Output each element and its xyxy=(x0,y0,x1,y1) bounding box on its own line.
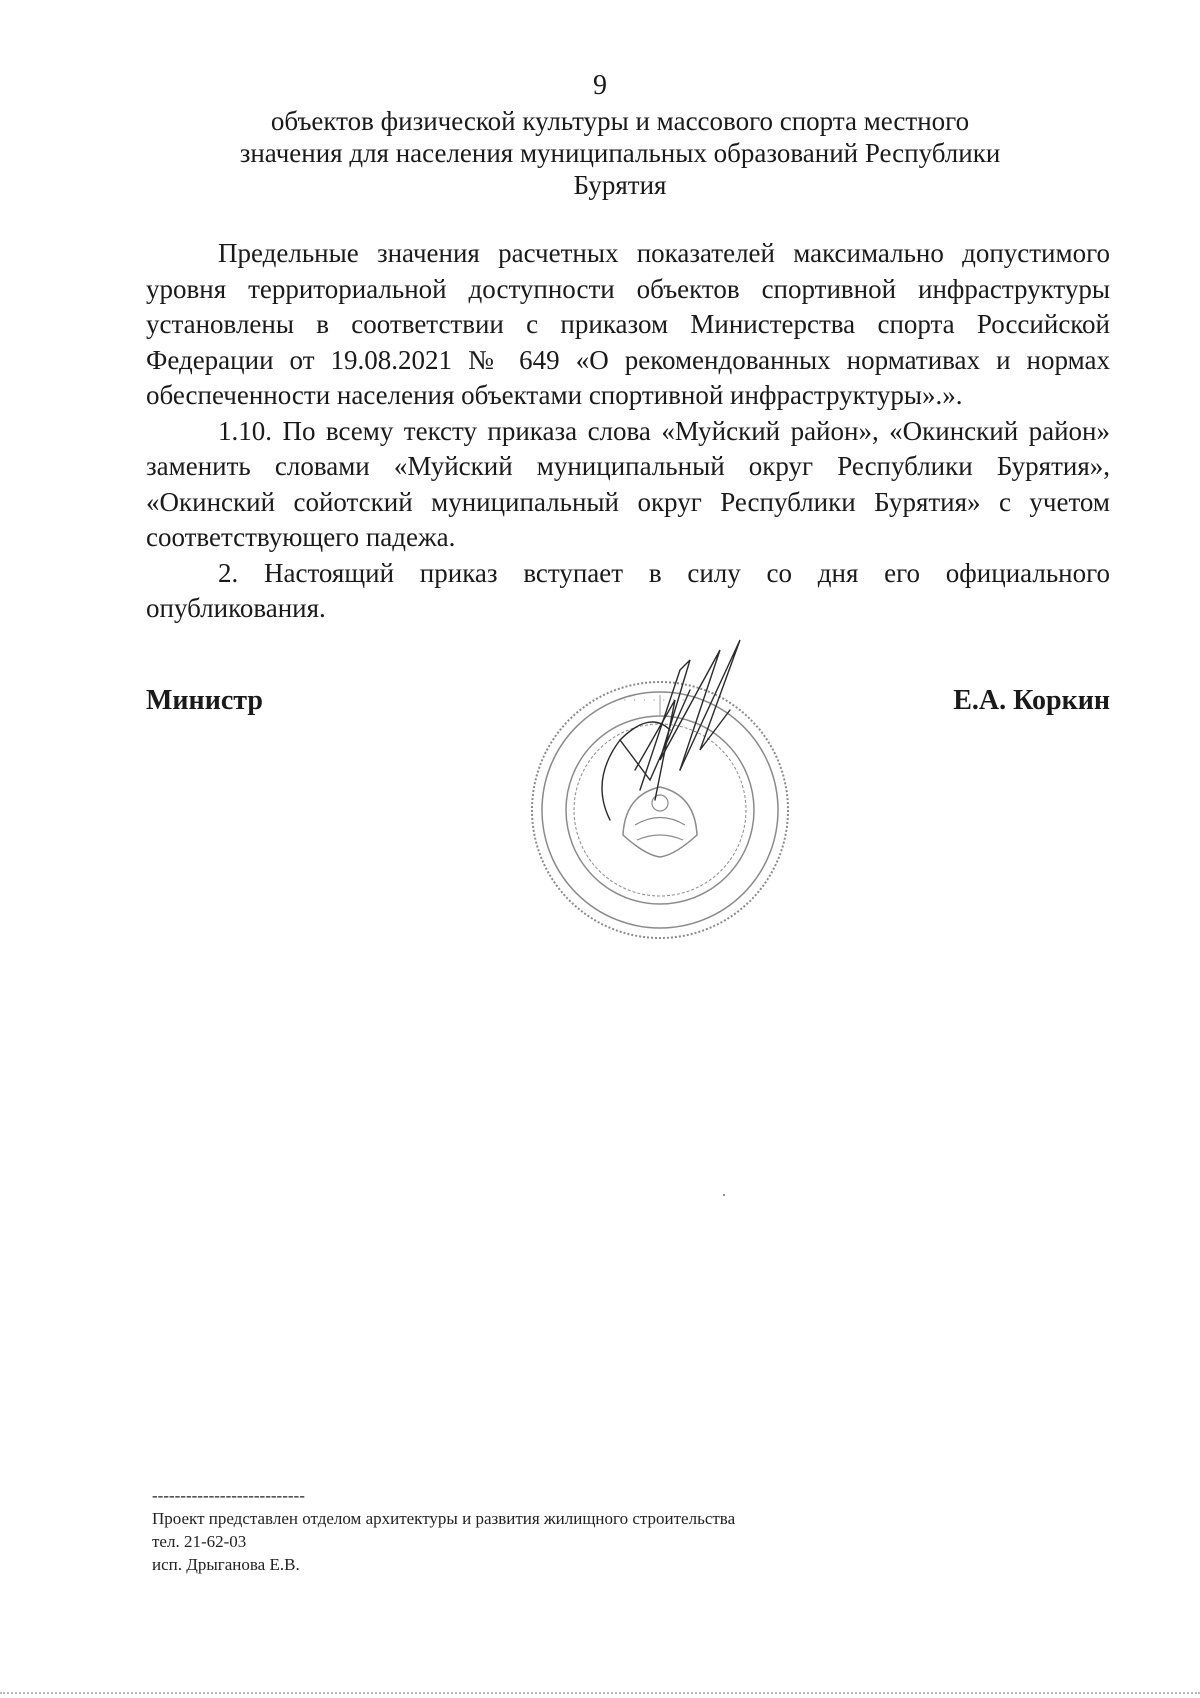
paragraph-limits: Предельные значения расчетных показателей максимально допустимого уровня территориальной доступности объектов спортивной инфраструктуры установлены в соответствии с приказом Министерства спорта Российской Федерации от 19.08.2021 № 649 «О рекомендованных нормативах и нормах обеспеченности населения объектами спортивной инфраструктуры».». xyxy=(146,238,1110,410)
document-body xyxy=(146,236,1110,627)
svg-text:· · · · · · · ·: · · · · · · · · xyxy=(623,696,697,706)
scan-edge-line xyxy=(0,1692,1200,1696)
paragraph-1-10: 1.10. По всему тексту приказа слова «Муйский район», «Окинский район» заменить словами «Муйский муниципальный округ Республики Бурятия», «Окинский сойотский муниципальный округ Республики Бурятия» с учетом соответствующего падежа. xyxy=(146,415,1110,552)
document-heading xyxy=(200,105,1040,201)
footer-executor: исп. Дрыганова Е.В. xyxy=(152,1555,300,1574)
footer-department: Проект представлен отделом архитектуры и развития жилищного строительства xyxy=(152,1509,736,1528)
paragraph-2: 2. Настоящий приказ вступает в силу со дня его официального опубликования. xyxy=(146,557,1110,623)
minister-name: Е.А. Коркин xyxy=(953,685,1110,716)
footer-phone: тел. 21-62-03 xyxy=(152,1532,247,1551)
minister-title: Министр xyxy=(146,685,263,716)
footer-rule: --------------------------- xyxy=(152,1486,305,1505)
heading-line-2: значения для населения муниципальных образований Республики xyxy=(239,138,1001,168)
page-number: 9 xyxy=(593,70,607,101)
heading-line-3: Бурятия xyxy=(573,170,667,200)
footer xyxy=(152,1484,735,1576)
heading-line-1: объектов физической культуры и массового спорта местного xyxy=(270,106,970,136)
handwritten-signature xyxy=(580,630,770,830)
speck xyxy=(723,1194,725,1196)
